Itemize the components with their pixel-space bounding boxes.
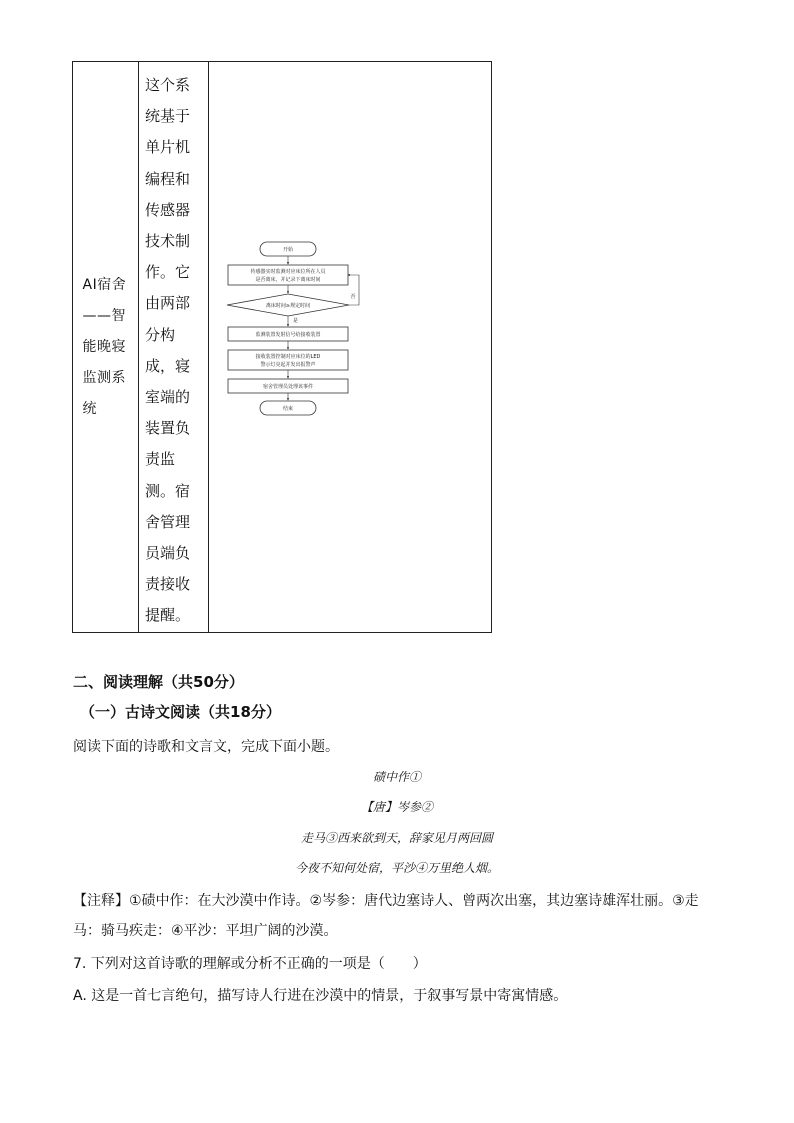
flowchart-decision-label: 离床时间≥规定时间 [265, 303, 311, 309]
system-name: AI宿舍——智能晚寝监测系统 [82, 276, 127, 417]
flowchart-no-label: 否 [350, 294, 356, 300]
poem-title: 碛中作① [372, 770, 421, 784]
notes-line-1: 【注释】①碛中作：在大沙漠中作诗。②岑参：唐代边塞诗人、曾两次出塞，其边塞诗雄浑壮丽。③走 [73, 893, 699, 909]
section-subheading: （一）古诗文阅读（共18分） [80, 703, 281, 721]
flowchart-sensor-line2: 是否离床，并记录下离床时间 [255, 277, 321, 283]
section-heading: 二、阅读理解（共50分） [73, 673, 244, 691]
flowchart-sensor-line1: 传感器实时监测对应床位所在人员 [250, 269, 326, 275]
instruction-text: 阅读下面的诗歌和文言文，完成下面小题。 [73, 739, 339, 755]
system-name-cell [73, 62, 138, 632]
poem-author: 【唐】岑参② [360, 800, 433, 814]
poem-line-1: 走马③西来欲到天，辞家见月两回圆 [300, 831, 493, 845]
flowchart-transmit-label: 监测装置发射信号给接收装置 [255, 332, 321, 338]
flowchart-end-label: 结束 [282, 406, 294, 412]
flowchart-alarm-line1: 接收装置控制对应床位的LED [255, 354, 321, 360]
question-stem: 7. 下列对这首诗歌的理解或分析不正确的一项是（ ） [73, 956, 427, 972]
flowchart-cell [209, 62, 491, 632]
question-option-a: A. 这是一首七言绝句，描写诗人行进在沙漠中的情景，于叙事写景中寄寓情感。 [73, 988, 568, 1004]
notes-line-2: 马：骑马疾走：④平沙：平坦广阔的沙漠。 [73, 923, 338, 939]
flowchart-start-label: 开始 [282, 247, 294, 253]
flowchart-alarm-line2: 警示灯亮起并发出报警声 [260, 362, 316, 368]
flowchart-manager-label: 宿舍管理员处理该事件 [262, 384, 314, 390]
poem-line-2: 今夜不知何处宿，平沙④万里绝人烟。 [294, 861, 499, 875]
system-description: 这个系统基于单片机编程和传感器技术制作。它由两部分构成，寝室端的装置负责监测。宿舍管理员端负责接收提醒。 [145, 76, 191, 625]
table-divider [138, 62, 139, 632]
flowchart-yes-label: 是 [293, 318, 299, 324]
info-table [72, 61, 492, 633]
flowchart [223, 238, 363, 458]
